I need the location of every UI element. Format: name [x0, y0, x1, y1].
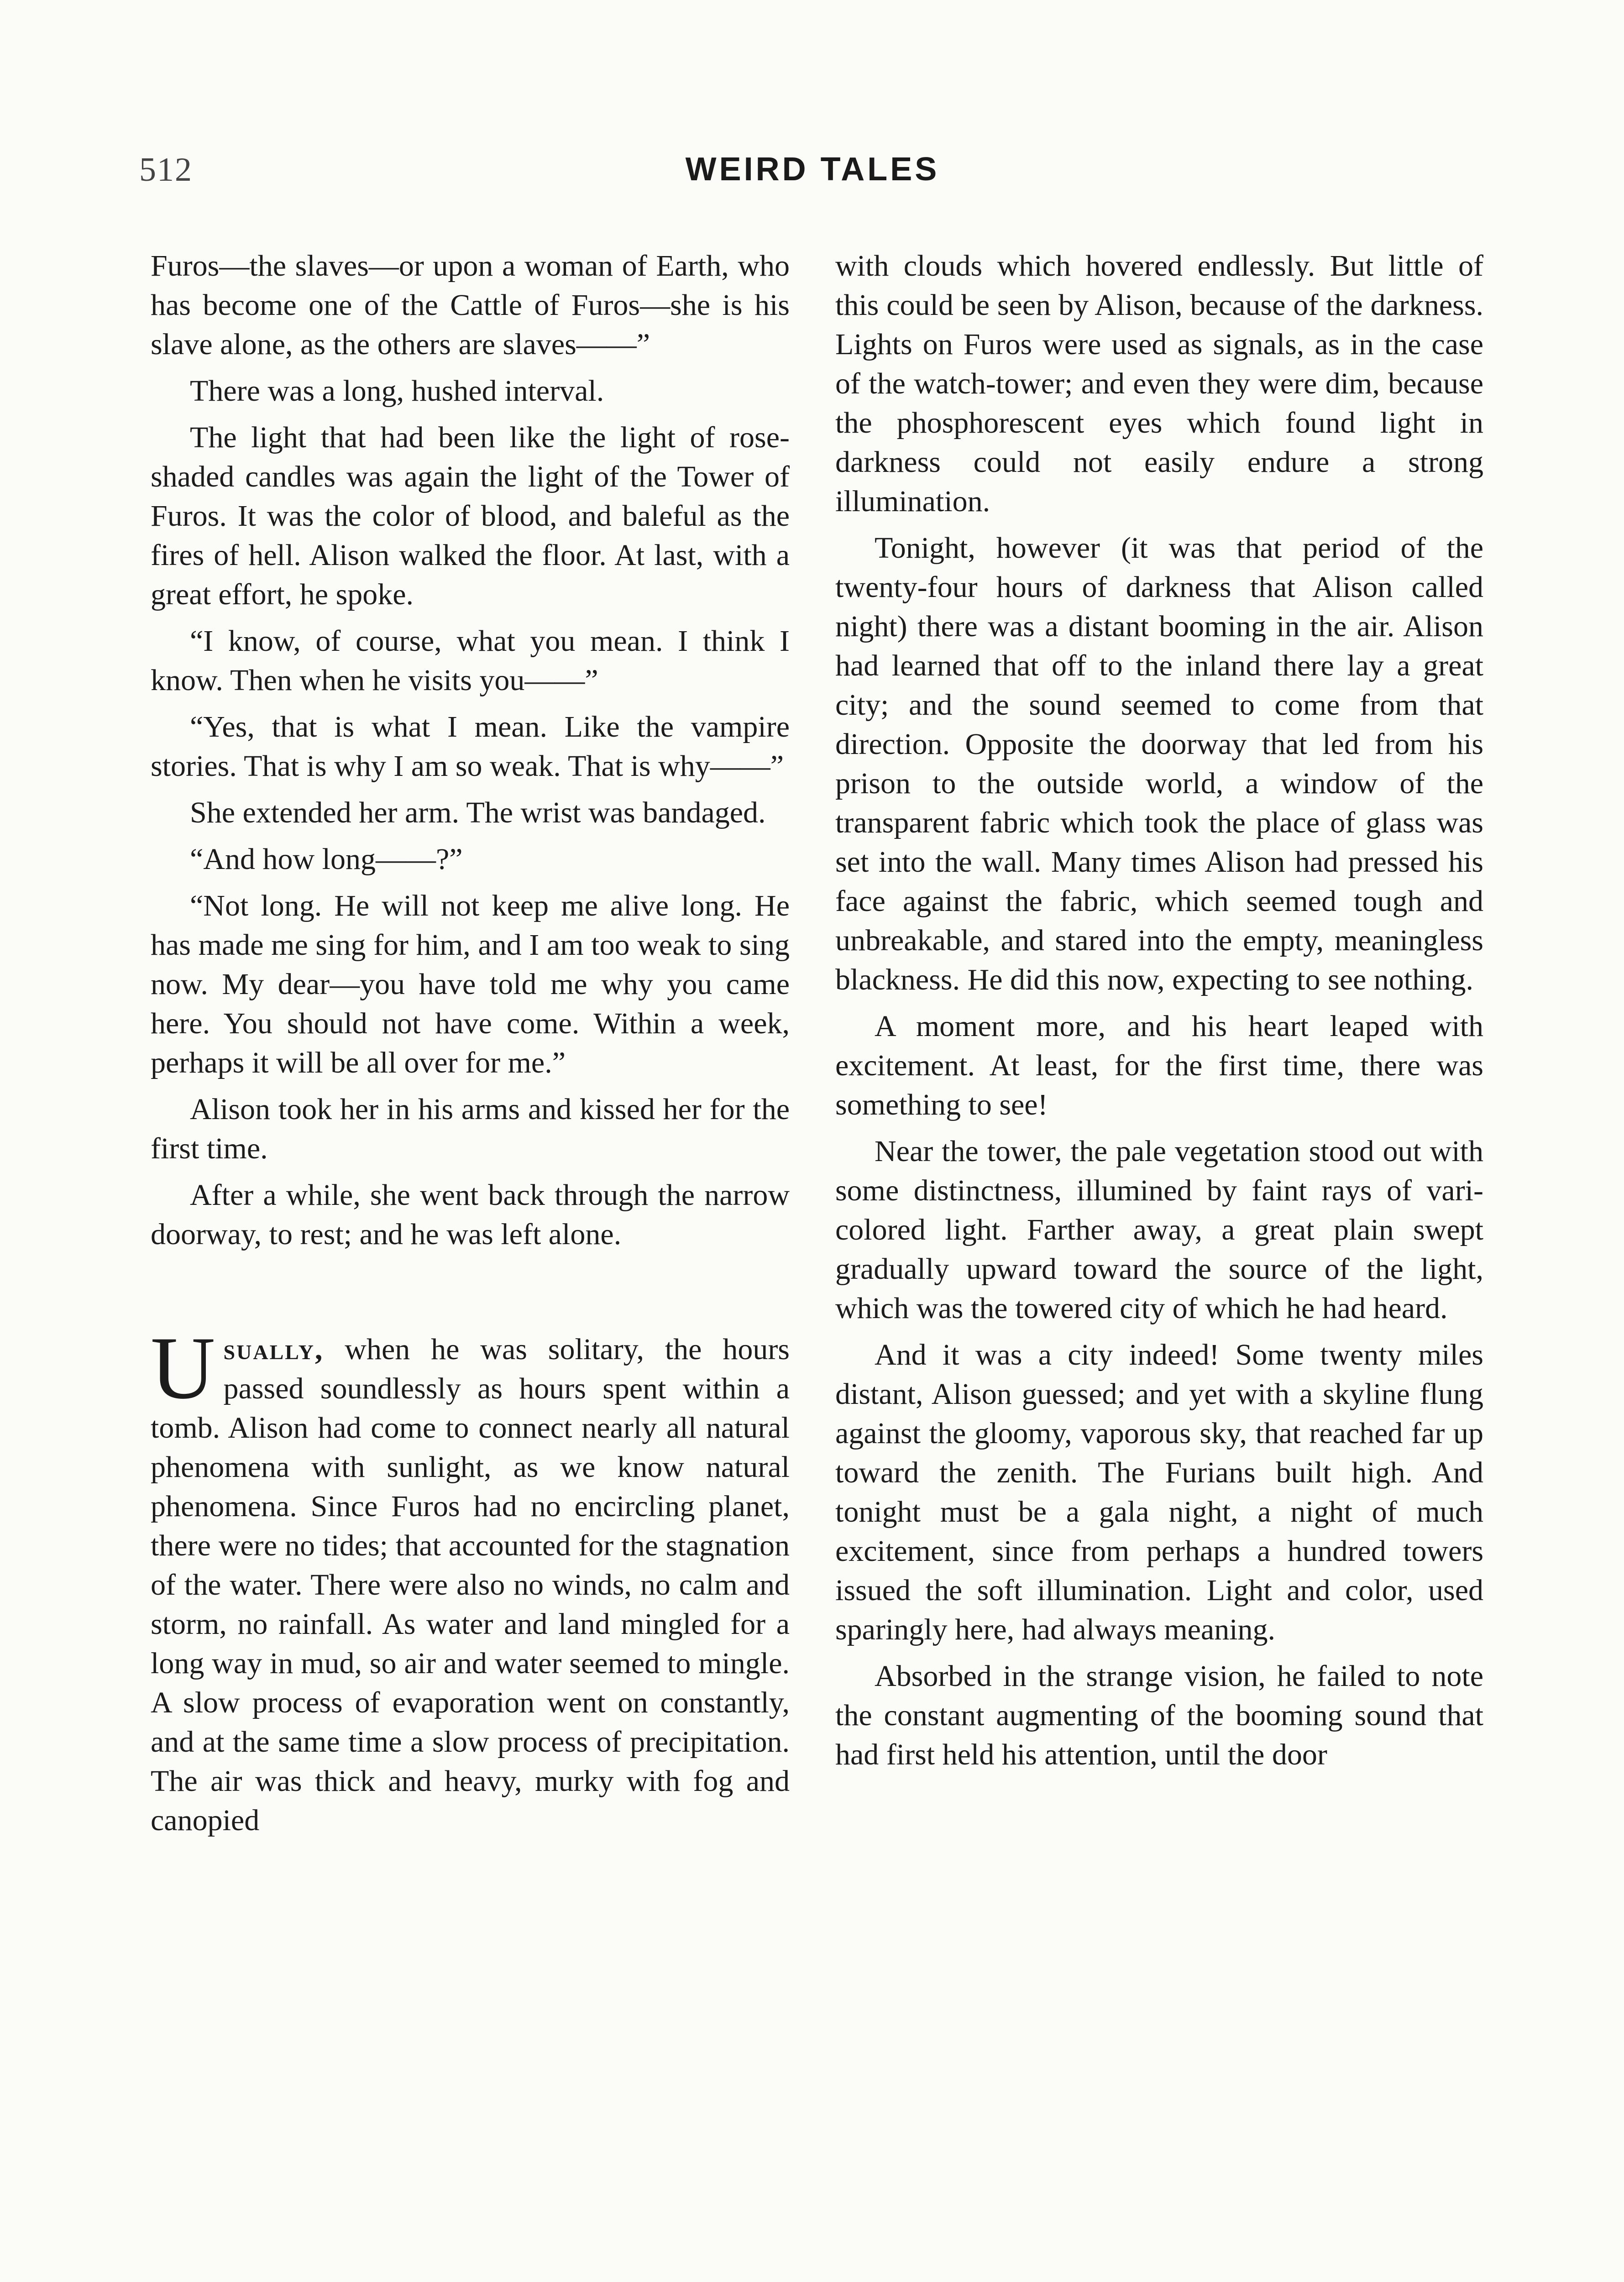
paragraph: with clouds which hovered endlessly. But little of this could be seen by Alison, because of the darkness. Lights on Furos were used as signals, as in the case of the watch-tower; and even they were dim, because the phosphorescent eyes which found light in darkness could not easily endure a strong illumination. — [835, 249, 1483, 518]
paragraph: Near the tower, the pale vegetation stood out with some distinctness, illumined by faint rays of vari-colored light. Farther away, a great plain swept gradually upward toward the source of the light, which was the towered city of which he had heard. — [835, 1135, 1483, 1325]
paragraph: “I know, of course, what you mean. I think I know. Then when he visits you——” — [151, 624, 790, 697]
small-caps-lead: sually, — [223, 1333, 324, 1366]
paragraph: There was a long, hushed interval. — [190, 374, 604, 408]
section-text: when he was solitary, the hours passed soundlessly as hours spent within a tomb. Alison had come to connect nearly all natural phenomena with sunlight, as we know natural phenomena. Since Furos had no encircling planet, there were no tides; that accounted for the stagnation of the water. There were also no winds, no calm and storm, no rainfall. As water and land mingled for a long way in mud, so air and water seemed to mingle. A slow process of evaporation went on constantly, and at the same time a slow process of precipitation. The air was thick and heavy, murky with fog and canopied — [151, 1333, 790, 1837]
paragraph: Alison took her in his arms and kissed her for the first time. — [151, 1093, 790, 1165]
paragraph: Furos—the slaves—or upon a woman of Earth, who has become one of the Cattle of Furos—she is his slave alone, as the others are slaves——” — [151, 249, 790, 361]
paragraph: Tonight, however (it was that period of the twenty-four hours of darkness that Alison called night) there was a distant booming in the air. Alison had learned that off to the inland there lay a great city; and the sound seemed to come from that direction. Opposite the doorway that led from his prison to the outside world, a window of the transparent fabric which took the place of glass was set into the wall. Many times Alison had pressed his face against the fabric, which seemed tough and unbreakable, and stared into the empty, meaningless blackness. He did this now, expecting to see nothing. — [835, 531, 1483, 996]
paragraph: And it was a city indeed! Some twenty miles distant, Alison guessed; and yet with a skyline flung against the gloomy, vaporous sky, that reached far up toward the zenith. The Furians built high. And tonight must be a gala night, a night of much excitement, since from perhaps a hundred towers issued the soft illumination. Light and color, used sparingly here, had always meaning. — [835, 1338, 1483, 1646]
drop-cap: U — [151, 1319, 215, 1418]
paragraph: “And how long——?” — [190, 843, 463, 876]
page-number: 512 — [139, 151, 193, 188]
paragraph: “Not long. He will not keep me alive long. He has made me sing for him, and I am too weak to sing now. My dear—you have told me why you came here. You should not have come. Within a week, perhaps it will be all over for me.” — [151, 889, 790, 1079]
paragraph: After a while, she went back through the narrow doorway, to rest; and he was left alone. — [151, 1178, 790, 1251]
left-column — [151, 246, 790, 1848]
paragraph: Absorbed in the strange vision, he failed to note the constant augmenting of the booming sound that had first held his attention, until the door — [835, 1659, 1483, 1771]
page-header — [139, 151, 1486, 201]
paragraph: She extended her arm. The wrist was bandaged. — [190, 796, 766, 829]
right-column — [835, 246, 1483, 1782]
paragraph: A moment more, and his heart leaped with excitement. At least, for the first time, there was something to see! — [835, 1010, 1483, 1121]
paragraph: “Yes, that is what I mean. Like the vampire stories. That is why I am so weak. That is why——” — [151, 710, 790, 783]
section-opening-paragraph — [151, 1319, 790, 1840]
paragraph: The light that had been like the light of rose-shaded candles was again the light of the Tower of Furos. It was the color of blood, and baleful as the fires of hell. Alison walked the floor. At last, with a great effort, he spoke. — [151, 421, 790, 611]
magazine-title: WEIRD TALES — [685, 151, 940, 188]
section-break — [151, 1261, 790, 1330]
